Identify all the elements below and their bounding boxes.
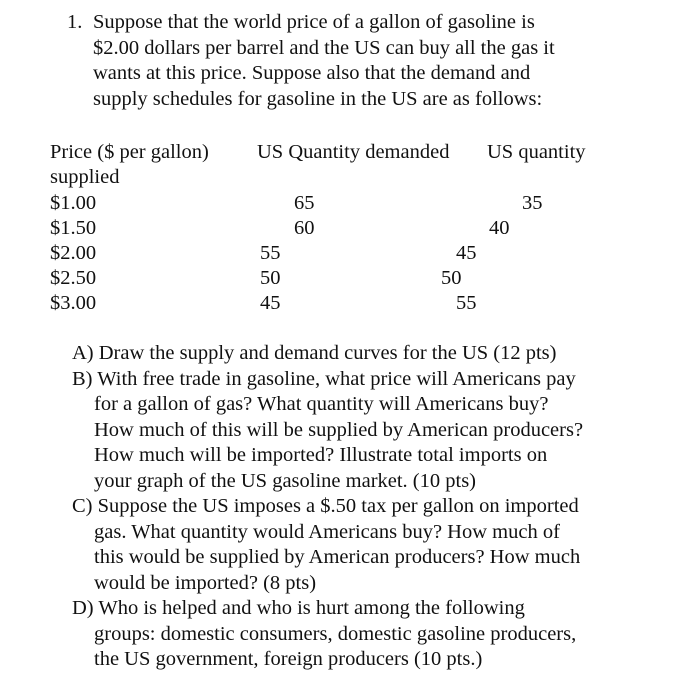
part-line: How much of this will be supplied by American producers? [94,418,584,441]
question-line: wants at this price. Suppose also that the demand and [93,62,531,84]
part-line: gas. What quantity would Americans buy? How much of [94,520,560,543]
part-d [72,596,672,673]
row-demanded: 65 [294,192,315,214]
header-quantity-supplied: US quantity [487,141,586,163]
row-demanded: 45 [260,292,281,314]
part-line: groups: domestic consumers, domestic gasoline producers, [94,622,577,645]
part-line: C) Suppose the US imposes a $.50 tax per gallon on imported [72,495,579,517]
part-line: A) Draw the supply and demand curves for the US (12 pts) [72,342,557,364]
question-line: Suppose that the world price of a gallon of gasoline is [93,11,535,33]
part-line: this would be supplied by American producers? How much [94,546,581,568]
row-price: $3.00 [50,292,97,314]
header-quantity-demanded: US Quantity demanded [257,141,450,163]
part-c [72,494,672,596]
part-line: your graph of the US gasoline market. (10 pts) [94,469,477,492]
row-demanded: 50 [260,267,281,289]
question-line: supply schedules for gasoline in the US are as follows: [93,87,543,110]
row-demanded: 60 [294,217,315,239]
part-line: the US government, foreign producers (10 pts.) [94,648,483,670]
header-price: Price ($ per gallon) [50,141,209,163]
row-supplied: 50 [441,267,462,289]
part-a [72,341,672,367]
row-demanded: 55 [260,242,281,264]
row-supplied: 45 [456,242,477,264]
part-line: for a gallon of gas? What quantity will Americans buy? [94,393,549,415]
header-quantity-supplied-wrap: supplied [50,166,120,188]
part-line: would be imported? (8 pts) [94,571,317,594]
row-supplied: 35 [522,192,543,214]
question-number: 1. [67,11,83,33]
row-price: $2.00 [50,242,97,264]
row-price: $1.50 [50,217,97,239]
part-b [72,367,672,495]
row-supplied: 55 [456,292,477,314]
part-line: D) Who is helped and who is hurt among the following [72,597,525,619]
part-line: B) With free trade in gasoline, what price will Americans pay [72,367,576,390]
part-line: How much will be imported? Illustrate total imports on [94,444,548,466]
row-supplied: 40 [489,217,510,239]
question-line: $2.00 dollars per barrel and the US can buy all the gas it [93,36,555,59]
row-price: $1.00 [50,192,97,214]
row-price: $2.50 [50,267,97,289]
sub-questions [72,341,672,673]
